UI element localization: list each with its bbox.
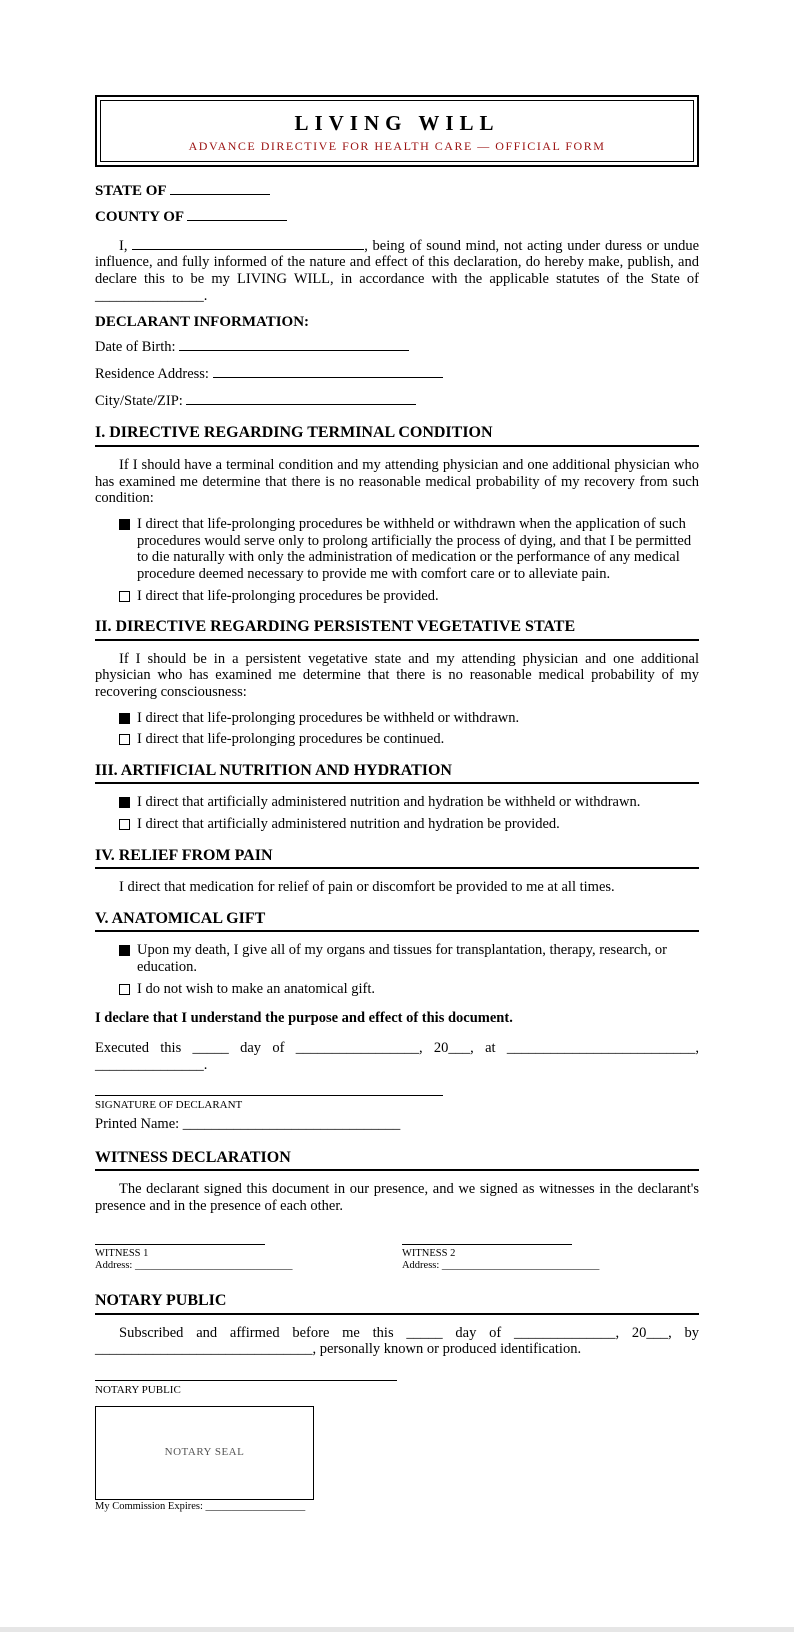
page-bottom-edge <box>0 1627 794 1632</box>
declarant-heading: DECLARANT INFORMATION: <box>95 314 310 331</box>
document-body <box>95 95 699 1513</box>
checkbox-checked-icon[interactable] <box>119 713 130 724</box>
section-2-option-2[interactable]: I direct that life-prolonging procedures be continued. <box>119 731 699 748</box>
checkbox-unchecked-icon[interactable] <box>119 819 130 830</box>
notary-signature-label: NOTARY PUBLIC <box>95 1384 181 1397</box>
witness-signatures <box>95 1244 699 1272</box>
section-1-option-1[interactable]: I direct that life-prolonging procedures be withheld or withdrawn when the application of such procedures would serve only to prolong artificially the process of dying, and that I be permitted to die naturally with only the administration of medication or the performance of any medical procedure deemed necessary to provide me with comfort care or to alleviate pain. <box>119 516 699 583</box>
city-field[interactable]: City/State/ZIP: <box>95 392 699 410</box>
section-4-title: IV. RELIEF FROM PAIN <box>95 847 699 869</box>
checkbox-unchecked-icon[interactable] <box>119 591 130 602</box>
witness-1-address[interactable]: Address: ______________________________ <box>95 1260 293 1272</box>
witness-2-address[interactable]: Address: ______________________________ <box>401 1260 600 1272</box>
commission-expires[interactable]: My Commission Expires: ___________________ <box>95 1500 306 1512</box>
checkbox-unchecked-icon[interactable] <box>119 734 130 745</box>
notary-signature-line[interactable] <box>95 1380 397 1381</box>
witness-title: WITNESS DECLARATION <box>95 1149 699 1171</box>
state-of-blank[interactable]: _______________. <box>95 287 208 304</box>
section-3-option-2[interactable]: I direct that artificially administered nutrition and hydration be provided. <box>119 816 699 833</box>
witness-1[interactable]: WITNESS 1 Address: ______________________________ <box>95 1244 402 1272</box>
declarant-signature-label: SIGNATURE OF DECLARANT <box>95 1099 243 1112</box>
section-2-option-1[interactable]: I direct that life-prolonging procedures be withheld or withdrawn. <box>119 710 699 727</box>
checkbox-checked-icon[interactable] <box>119 797 130 808</box>
title-box <box>95 95 699 167</box>
section-1-title: I. DIRECTIVE REGARDING TERMINAL CONDITION <box>95 424 699 446</box>
section-4-text: I direct that medication for relief of pain or discomfort be provided to me at all times. <box>119 879 615 896</box>
notary-seal-box <box>95 1406 314 1500</box>
checkbox-unchecked-icon[interactable] <box>119 984 130 995</box>
notary-title: NOTARY PUBLIC <box>95 1292 699 1314</box>
state-blank[interactable] <box>170 182 270 195</box>
witness-2-signature-line[interactable] <box>402 1244 572 1245</box>
section-5-title: V. ANATOMICAL GIFT <box>95 910 699 932</box>
section-3-option-1[interactable]: I direct that artificially administered nutrition and hydration be withheld or withdrawn. <box>119 794 699 811</box>
understanding-statement: I declare that I understand the purpose and effect of this document. <box>95 1010 513 1027</box>
witness-2[interactable]: WITNESS 2 Address: ______________________________ <box>402 1244 699 1272</box>
witness-1-signature-line[interactable] <box>95 1244 265 1245</box>
section-5-option-1[interactable]: Upon my death, I give all of my organs and tissues for transplantation, therapy, research, or education. <box>119 942 699 975</box>
declarant-signature-line[interactable] <box>95 1095 443 1096</box>
section-2-intro: If I should be in a persistent vegetative state and my attending physician and one additional physician who has examined me determine that there is no reasonable medical probability of my recovering consciousness: <box>95 650 699 700</box>
checkbox-checked-icon[interactable] <box>119 519 130 530</box>
section-1-intro: If I should have a terminal condition and my attending physician and one additional physician who has examined me determine that there is no reasonable medical probability of my recovery from such condition: <box>95 456 699 507</box>
declaration-paragraph: I, , being of sound mind, not acting under duress or undue influence, and fully informed of the nature and effect of this declaration, do hereby make, publish, and declare this to be my LIVING WILL, in accordance with the applicable statutes of the State of _______________. <box>95 237 700 304</box>
declarant-name-blank[interactable] <box>132 237 364 250</box>
document-subtitle: ADVANCE DIRECTIVE FOR HEALTH CARE — OFFICIAL FORM <box>188 139 606 154</box>
execution-line[interactable]: Executed this _____ day of _________________, 20___, at __________________________, <box>95 1039 699 1056</box>
section-2-title: II. DIRECTIVE REGARDING PERSISTENT VEGETATIVE STATE <box>95 618 699 640</box>
county-field[interactable]: COUNTY OF <box>95 208 699 226</box>
section-1-option-2[interactable]: I direct that life-prolonging procedures be provided. <box>119 588 699 605</box>
dob-field[interactable]: Date of Birth: <box>95 338 699 356</box>
notary-text[interactable]: Subscribed and affirmed before me this _____ day of ______________, 20___, by ______________________________, personally known or produced identification. <box>95 1324 699 1358</box>
section-3-title: III. ARTIFICIAL NUTRITION AND HYDRATION <box>95 762 699 784</box>
checkbox-checked-icon[interactable] <box>119 945 130 956</box>
section-5-option-2[interactable]: I do not wish to make an anatomical gift. <box>119 981 699 998</box>
notary-seal-label: NOTARY SEAL <box>164 1446 245 1459</box>
document-title: LIVING WILL <box>294 111 500 135</box>
state-field[interactable]: STATE OF <box>95 182 699 200</box>
address-field[interactable]: Residence Address: <box>95 365 699 383</box>
printed-name-field[interactable]: Printed Name: ______________________________ <box>95 1115 401 1132</box>
execution-line-2[interactable]: _______________. <box>95 1056 208 1073</box>
county-blank[interactable] <box>187 208 287 221</box>
witness-text: The declarant signed this document in our presence, and we signed as witnesses in the declarant's presence and in the presence of each other. <box>95 1180 699 1214</box>
